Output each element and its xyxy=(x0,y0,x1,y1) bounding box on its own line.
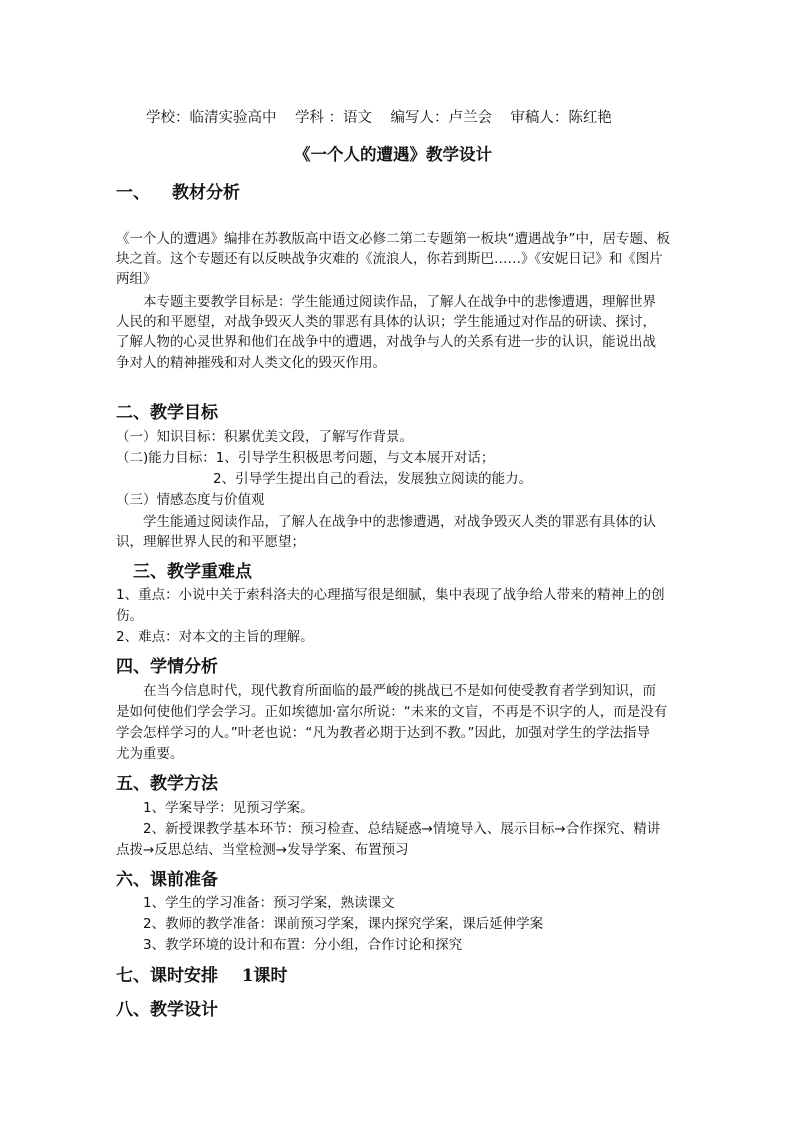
s4-p-line-4: 尤为重要。 xyxy=(116,746,184,762)
s5-method-2-line-1: 2、新授课教学基本环节：预习检查、总结疑惑→情境导入、展示目标→合作探究、精讲 xyxy=(143,821,661,837)
reviewer-name: 陈红艳 xyxy=(568,110,612,126)
section-7-heading xyxy=(116,965,288,987)
s1-p1-line-1: 《一个人的遭遇》编排在苏教版高中语文必修二第二专题第一板块“遭遇战争”中，居专题、板 xyxy=(116,231,670,247)
s4-p-line-3: 学会怎样学习的人。”叶老也说：“凡为教者必期于达到不教。”因此，加强对学生的学法指导 xyxy=(116,725,650,741)
s6-prep-1: 1、学生的学习准备：预习学案，熟读课文 xyxy=(143,895,395,911)
page-title: 《一个人的遭遇》教学设计 xyxy=(294,145,492,164)
section-2-heading: 二、教学目标 xyxy=(116,403,218,423)
section-1-number: 一、 xyxy=(116,183,150,203)
s3-difficulty: 2、难点：对本文的主旨的理解。 xyxy=(116,629,314,645)
section-1-title: 教材分析 xyxy=(172,183,240,203)
s3-key-point-line-1: 1、重点：小说中关于索科洛夫的心理描写很是细腻，集中表现了战争给人带来的精神上的创 xyxy=(116,587,665,603)
reviewer-label: 审稿人： xyxy=(510,110,569,126)
s1-p1-line-2: 块之首。这个专题还有以反映战争灾难的《流浪人，你若到斯巴……》《安妮日记》和《图片 xyxy=(116,251,663,267)
school-label: 学校： xyxy=(146,110,190,126)
s1-p2-line-4: 争对人的精神摧残和对人类文化的毁灭作用。 xyxy=(116,355,386,371)
s1-p2-line-2: 人民的和平愿望，对战争毁灭人类的罪恶有具体的认识；学生能通过对作品的研读、探讨， xyxy=(116,314,656,330)
section-7-value: 1课时 xyxy=(241,966,288,986)
s2-knowledge-goal: （一）知识目标：积累优美文段，了解写作背景。 xyxy=(116,429,413,445)
section-5-heading: 五、教学方法 xyxy=(116,774,218,794)
school-name: 临清实验高中 xyxy=(189,110,277,126)
section-6-heading: 六、课前准备 xyxy=(116,870,218,890)
section-1-heading xyxy=(116,182,240,204)
s4-p-line-1: 在当今信息时代，现代教育所面临的最严峻的挑战已不是如何使受教育者学到知识，而 xyxy=(143,683,656,699)
s1-p2-line-1: 本专题主要教学目标是：学生能通过阅读作品，了解人在战争中的悲惨遭遇，理解世界 xyxy=(143,294,656,310)
s1-p1-line-3: 两组》 xyxy=(116,271,157,287)
s6-prep-3: 3、教学环境的设计和布置：分小组，合作讨论和探究 xyxy=(143,937,463,953)
subject-name: 语文 xyxy=(343,110,373,126)
s6-prep-2: 2、教师的教学准备：课前预习学案，课内探究学案，课后延伸学案 xyxy=(143,916,544,932)
s4-p-line-2: 是如何使他们学会学习。正如埃德加·富尔所说：“未来的文盲，不再是不识字的人，而是没有 xyxy=(116,704,668,720)
author-label: 编写人： xyxy=(390,110,449,126)
section-4-heading: 四、学情分析 xyxy=(116,657,218,677)
s2-emotion-goal: （三）情感态度与价值观 xyxy=(116,492,265,508)
s2-ability-goal-2: 2、引导学生提出自己的看法，发展独立阅读的能力。 xyxy=(213,471,533,487)
header-info xyxy=(146,108,612,128)
subject-label: 学科 ： xyxy=(294,110,344,126)
s2-ability-goal-1: （二)能力目标：1、引导学生积极思考问题，与文本展开对话； xyxy=(116,450,495,466)
section-7-title: 七、课时安排 xyxy=(116,966,218,986)
section-3-heading: 三、教学重难点 xyxy=(133,562,252,582)
s1-p2-line-3: 了解人物的心灵世界和他们在战争中的遭遇，对战争与人的关系有进一步的认识，能说出战 xyxy=(116,334,656,350)
author-name: 卢兰会 xyxy=(448,110,492,126)
s5-method-2-line-2: 点拨→反思总结、当堂检测→发导学案、布置预习 xyxy=(116,842,409,858)
s2-p-line-2: 识，理解世界人民的和平愿望； xyxy=(116,534,305,550)
s3-key-point-line-2: 伤。 xyxy=(116,608,143,624)
s2-p-line-1: 学生能通过阅读作品，了解人在战争中的悲惨遭遇，对战争毁灭人类的罪恶有具体的认 xyxy=(143,514,656,530)
s5-method-1: 1、学案导学：见预习学案。 xyxy=(143,800,314,816)
section-8-heading: 八、教学设计 xyxy=(116,1000,218,1020)
